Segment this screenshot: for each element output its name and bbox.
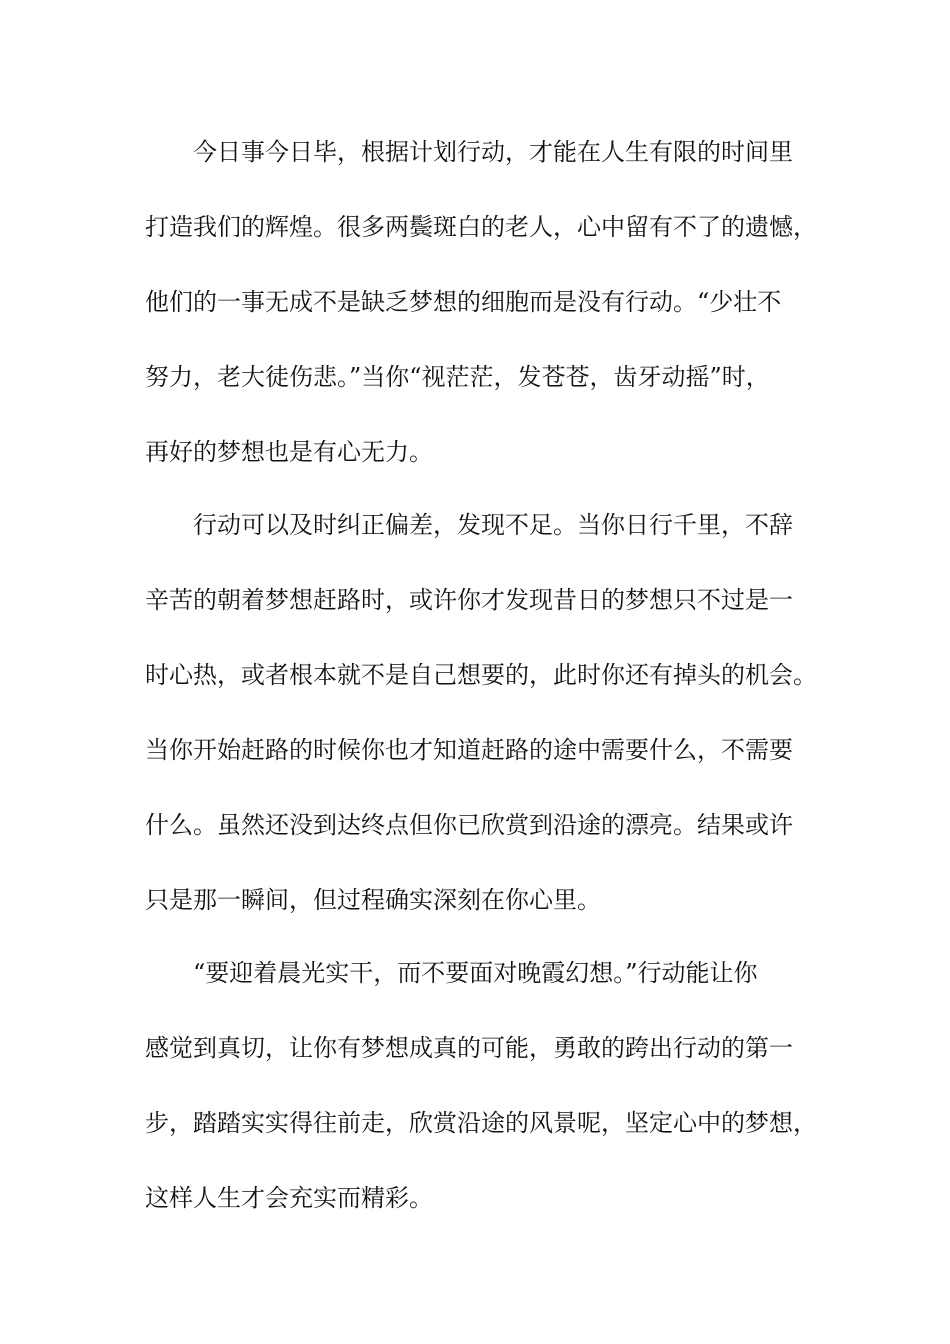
- text-line: 时心热，或者根本就不是自己想要的，此时你还有掉头的机会。: [145, 661, 817, 689]
- text-line: 这样人生才会充实而精彩。: [145, 1184, 433, 1212]
- text-line: 步，踏踏实实得往前走，欣赏沿途的风景呢，坚定心中的梦想，: [145, 1109, 817, 1137]
- text-line: 今日事今日毕，根据计划行动，才能在人生有限的时间里: [193, 138, 793, 166]
- text-line: 他们的一事无成不是缺乏梦想的细胞而是没有行动。“少壮不: [145, 288, 782, 316]
- text-line: 只是那一瞬间，但过程确实深刻在你心里。: [145, 886, 601, 914]
- text-line: 感觉到真切，让你有梦想成真的可能，勇敢的跨出行动的第一: [145, 1034, 793, 1062]
- text-line: 辛苦的朝着梦想赶路时，或许你才发现昔日的梦想只不过是一: [145, 586, 793, 614]
- text-line: “要迎着晨光实干，而不要面对晚霞幻想。”行动能让你: [193, 959, 758, 987]
- text-line: 行动可以及时纠正偏差，发现不足。当你日行千里，不辞: [193, 511, 793, 539]
- text-line: 再好的梦想也是有心无力。: [145, 438, 433, 466]
- text-line: 什么。虽然还没到达终点但你已欣赏到沿途的漂亮。结果或许: [145, 811, 793, 839]
- text-line: 打造我们的辉煌。很多两鬓斑白的老人，心中留有不了的遗憾，: [145, 213, 817, 241]
- text-line: 当你开始赶路的时候你也才知道赶路的途中需要什么，不需要: [145, 736, 793, 764]
- text-line: 努力，老大徒伤悲。”当你“视茫茫，发苍苍，齿牙动摇”时，: [145, 363, 770, 391]
